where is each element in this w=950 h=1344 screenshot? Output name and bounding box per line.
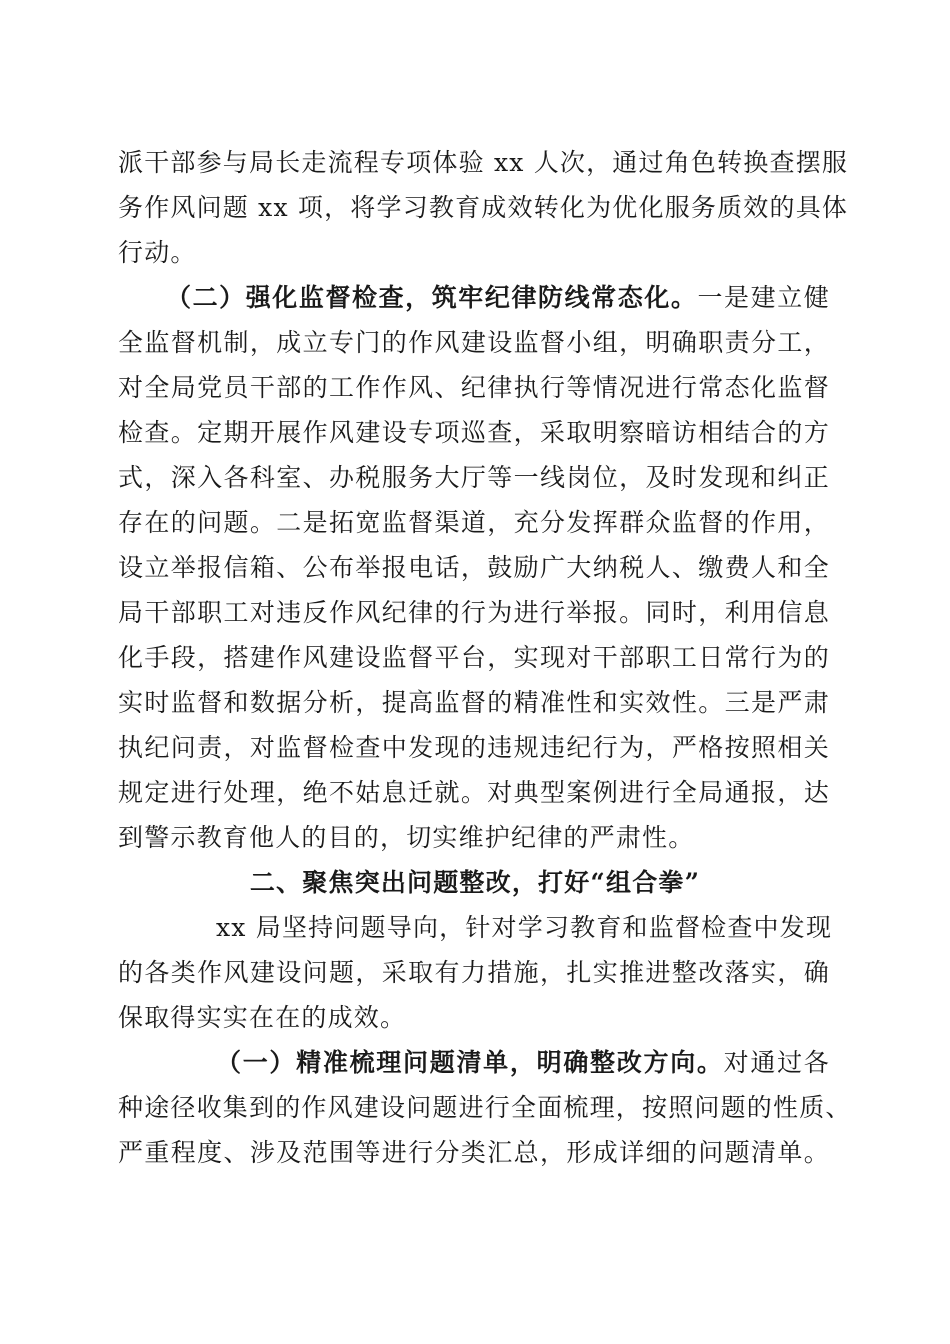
para2-first-line — [166, 283, 830, 313]
section-heading-2: 二、聚焦突出问题整改，打好“组合拳” — [249, 868, 701, 897]
para1-line-3: 行动。 — [118, 238, 197, 267]
para3-line-1: xx 局坚持问题导向，针对学习教育和监督检查中发现 — [216, 913, 833, 942]
para2-line-6: 存在的问题。二是拓宽监督渠道，充分发挥群众监督的作用， — [118, 508, 830, 537]
para2-line-8: 局干部职工对违反作风纪律的行为进行举报。同时，利用信息 — [118, 598, 830, 627]
para1-line-1: 派干部参与局长走流程专项体验 xx 人次，通过角色转换查摆服 — [118, 148, 849, 177]
para2-line-10: 实时监督和数据分析，提高监督的精准性和实效性。三是严肃 — [118, 688, 830, 717]
para1-line-2: 务作风问题 xx 项，将学习教育成效转化为优化服务质效的具体 — [118, 193, 849, 222]
para2-first-line-rest: 一是建立健 — [697, 283, 830, 312]
para2-line-9: 化手段，搭建作风建设监督平台，实现对干部职工日常行为的 — [118, 643, 830, 672]
para2-line-13: 到警示教育他人的目的，切实维护纪律的严肃性。 — [118, 823, 695, 852]
para3-line-3: 保取得实实在在的成效。 — [118, 1003, 407, 1032]
para3-line-2: 的各类作风建设问题，采取有力措施，扎实推进整改落实，确 — [118, 958, 830, 987]
para4-line-3: 严重程度、涉及范围等进行分类汇总，形成详细的问题清单。 — [118, 1138, 830, 1167]
para2-line-5: 式，深入各科室、办税服务大厅等一线岗位，及时发现和纠正 — [118, 463, 830, 492]
para4-first-line-rest: 对通过各 — [723, 1048, 830, 1077]
para4-line-2: 种途径收集到的作风建设问题进行全面梳理，按照问题的性质、 — [118, 1093, 852, 1122]
para2-line-7: 设立举报信箱、公布举报电话，鼓励广大纳税人、缴费人和全 — [118, 553, 830, 582]
para4-section-title: （一）精准梳理问题清单，明确整改方向。 — [216, 1048, 724, 1077]
para4-first-line — [216, 1048, 830, 1078]
para2-line-2: 全监督机制，成立专门的作风建设监督小组，明确职责分工， — [118, 328, 830, 357]
para2-line-11: 执纪问责，对监督检查中发现的违规违纪行为，严格按照相关 — [118, 733, 830, 762]
para2-line-12: 规定进行处理，绝不姑息迁就。对典型案例进行全局通报，达 — [118, 778, 830, 807]
para2-line-4: 检查。定期开展作风建设专项巡查，采取明察暗访相结合的方 — [118, 418, 830, 447]
para2-section-title: （二）强化监督检查，筑牢纪律防线常态化。 — [166, 283, 698, 312]
para2-line-3: 对全局党员干部的工作作风、纪律执行等情况进行常态化监督 — [118, 373, 830, 402]
